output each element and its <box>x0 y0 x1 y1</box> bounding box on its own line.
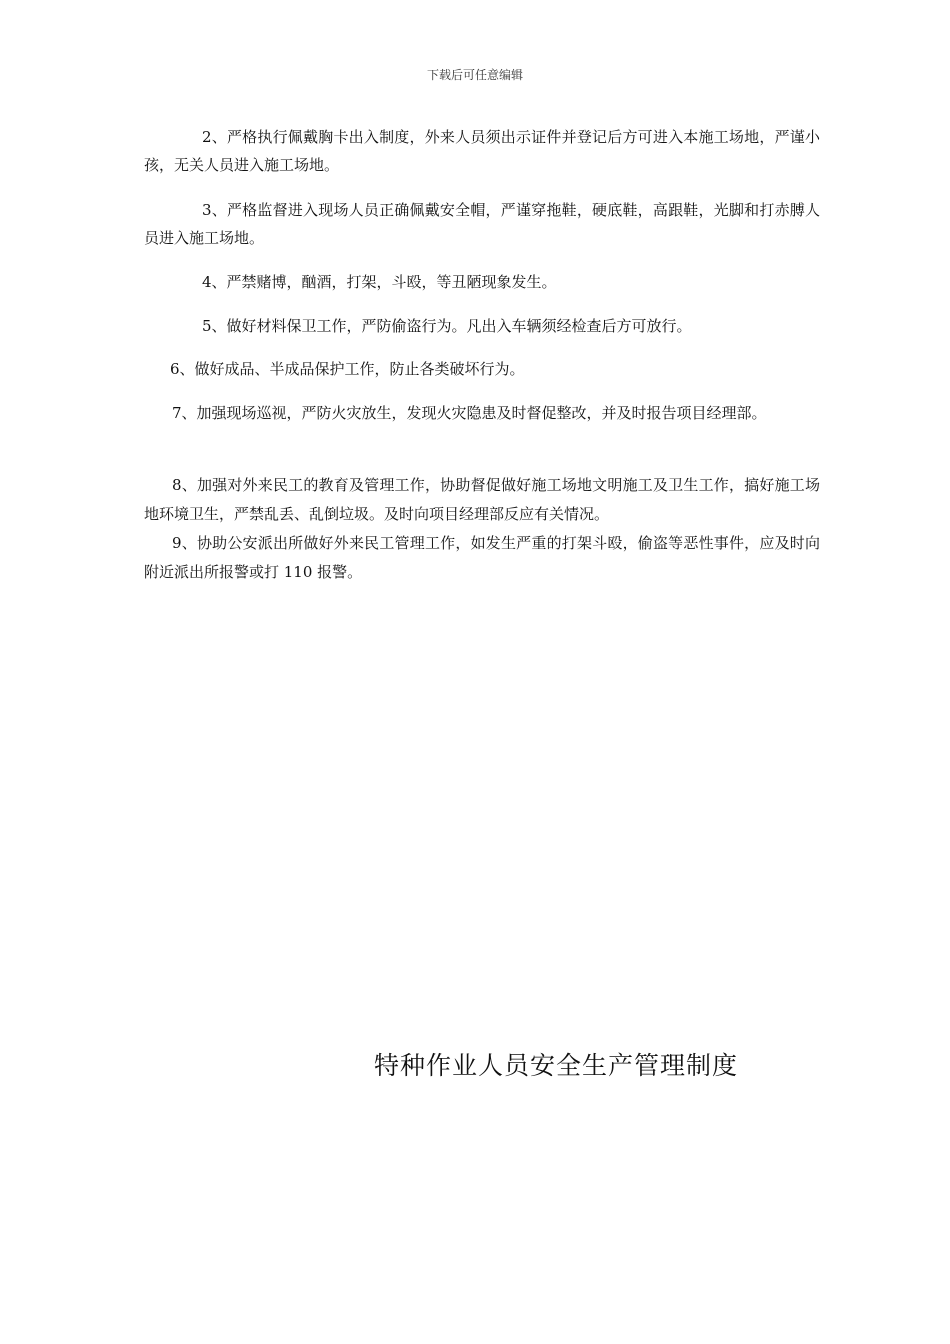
section-title: 特种作业人员安全生产管理制度 <box>374 1051 739 1080</box>
page-header: 下载后可任意编辑 <box>426 68 523 82</box>
paragraph-item-6: 6、做好成品、半成品保护工作，防止各类破坏行为。 <box>170 360 525 378</box>
paragraph-item-7: 7、加强现场巡视，严防火灾放生，发现火灾隐患及时督促整改，并及时报告项目经理部。 <box>172 404 767 422</box>
paragraph-item-9: 9、协助公安派出所做好外来民工管理工作，如发生严重的打架斗殴，偷盗等恶性事件，应及时向附近派出所报警或打 110 报警。 <box>144 534 820 581</box>
paragraph-item-3: 3、严格监督进入现场人员正确佩戴安全帽，严谨穿拖鞋，硬底鞋，高跟鞋，光脚和打赤膊人员进入施工场地。 <box>144 201 820 247</box>
paragraph-item-4: 4、严禁赌博，酗酒，打架，斗殴，等丑陋现象发生。 <box>202 273 557 291</box>
paragraph-item-5: 5、做好材料保卫工作，严防偷盗行为。凡出入车辆须经检查后方可放行。 <box>202 317 692 335</box>
paragraph-item-8: 8、加强对外来民工的教育及管理工作，协助督促做好施工场地文明施工及卫生工作，搞好施工场地环境卫生，严禁乱丢、乱倒垃圾。及时向项目经理部反应有关情况。 <box>144 476 820 523</box>
paragraph-item-2: 2、严格执行佩戴胸卡出入制度，外来人员须出示证件并登记后方可进入本施工场地，严谨小孩，无关人员进入施工场地。 <box>144 128 820 174</box>
